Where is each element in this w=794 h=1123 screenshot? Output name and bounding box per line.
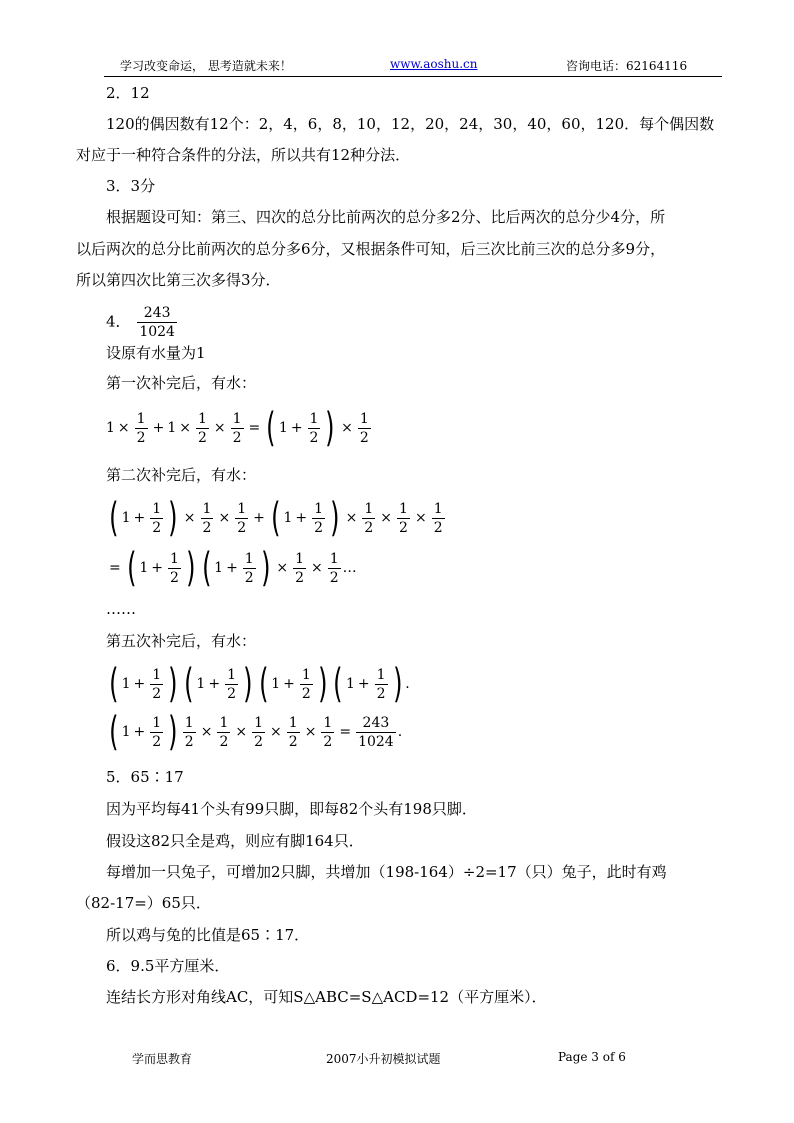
formula-second-refill-simplified: = ( 1 + $\frac{1}{2}$ ) ( 1 + $\frac{1}{2}$ ) × $\frac{1}{2}$ × $\frac{1}{2}$ … — [109, 545, 357, 591]
header-phone: 咨询电话：62164116 — [566, 59, 688, 73]
q5-line-4: （82-17=）65只． — [76, 894, 211, 912]
q5-line-2: 假设这82只全是鸡，则应有脚164只． — [106, 832, 364, 850]
footer-title: 2007小升初模拟试题 — [326, 1052, 441, 1066]
q4-line-4: 第五次补完后，有水： — [106, 632, 257, 650]
q6-line-1: 连结长方形对角线AC，可知S△ABC=S△ACD=12（平方厘米）． — [106, 988, 547, 1006]
q3-line-3: 所以第四次比第三次多得3分． — [76, 271, 281, 289]
q4-answer-fraction: $\frac{243}{1024}$ — [139, 305, 175, 340]
q4-line-1: 设原有水量为1 — [106, 344, 206, 362]
formula-second-refill: ( 1 + $\frac{1}{2}$ ) × $\frac{1}{2}$ × $\frac{1}{2}$ + ( 1 + $\frac{1}{2}$ ) × $\frac{1}{2}$ × $\frac{1}{2}$ × $\frac{1}{2}$ — [109, 495, 443, 541]
header-website-link[interactable]: www.aoshu.cn — [390, 57, 478, 71]
q5-line-5: 所以鸡与兔的比值是65∶17． — [106, 926, 310, 944]
q5-number: 5．65∶17 — [106, 768, 184, 786]
q6-number: 6．9.5平方厘米． — [106, 957, 230, 975]
q5-line-3: 每增加一只兔子，可增加2只脚，共增加（198-164）÷2=17（只）兔子，此时有鸡 — [106, 863, 667, 881]
formula-first-refill: 1 × $\frac{1}{2}$ + 1 × $\frac{1}{2}$ × $\frac{1}{2}$ = ( 1 + $\frac{1}{2}$ ) × $\frac{1}{2}$ — [106, 405, 369, 451]
footer-company: 学而思教育 — [132, 1052, 193, 1066]
header-divider — [104, 76, 722, 77]
q3-line-2: 以后两次的总分比前两次的总分多6分，又根据条件可知，后三次比前三次的总分多9分， — [76, 240, 666, 258]
q2-line-1: 120的偶因数有12个：2，4，6，8，10，12，20，24，30，40，60，120．每个偶因数 — [106, 115, 715, 133]
q4-number: 4． $\frac{243}{1024}$ — [106, 305, 175, 340]
q4-line-3: 第二次补完后，有水： — [106, 466, 257, 484]
formula-fifth-refill-result: ( 1 + $\frac{1}{2}$ ) $\frac{1}{2}$ × $\frac{1}{2}$ × $\frac{1}{2}$ × $\frac{1}{2}$ × $\frac{1}{2}$ = $\frac{243}{1024}$ . — [109, 709, 403, 755]
header-slogan: 学习改变命运， 思考造就未来！ — [120, 59, 292, 73]
q3-number: 3．3分 — [106, 177, 156, 195]
formula-fifth-refill-product: ( 1 + $\frac{1}{2}$ ) ( 1 + $\frac{1}{2}$ ) ( 1 + $\frac{1}{2}$ ) ( 1 + $\frac{1}{2}$ ) . — [109, 661, 410, 707]
q2-number: 2．12 — [106, 84, 150, 102]
q4-ellipsis: …… — [106, 600, 136, 618]
q4-line-2: 第一次补完后，有水： — [106, 374, 257, 392]
footer-page-number: Page 3 of 6 — [558, 1050, 626, 1064]
q3-line-1: 根据题设可知：第三、四次的总分比前两次的总分多2分、比后两次的总分少4分，所 — [106, 208, 666, 226]
q2-line-2: 对应于一种符合条件的分法，所以共有12种分法． — [76, 146, 411, 164]
q5-line-1: 因为平均每41个头有99只脚，即每82个头有198只脚． — [106, 800, 477, 818]
